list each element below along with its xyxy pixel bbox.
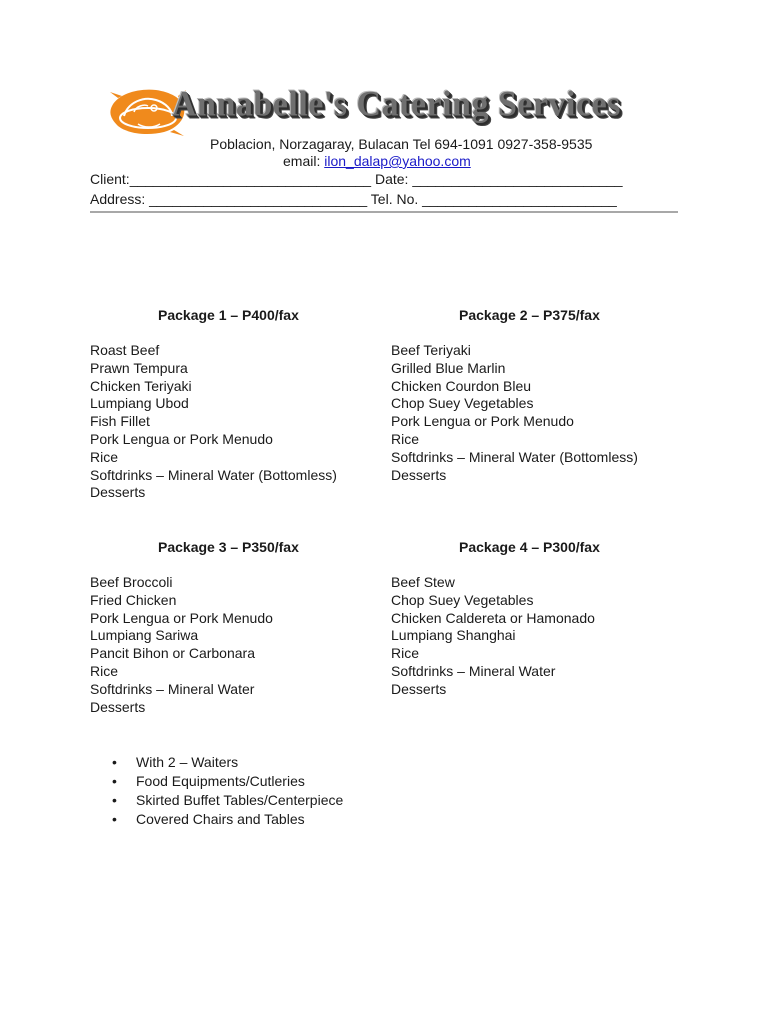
menu-item: Fish Fillet xyxy=(90,413,150,430)
header-divider xyxy=(90,211,678,213)
client-field[interactable]: _______________________________ xyxy=(129,171,372,187)
menu-item: Chop Suey Vegetables xyxy=(391,591,534,608)
package-2-menu xyxy=(391,342,638,484)
inclusions-list xyxy=(112,753,343,829)
menu-item: Lumpiang Ubod xyxy=(90,395,189,412)
address-tel-line xyxy=(90,191,617,207)
bullet-icon: • xyxy=(112,773,117,789)
bullet-icon: • xyxy=(112,754,117,770)
menu-item: Pork Lengua or Pork Menudo xyxy=(90,609,273,626)
email-label: email: xyxy=(283,153,325,169)
menu-item: Chicken Caldereta or Hamonado xyxy=(391,609,595,626)
bullet-icon: • xyxy=(112,792,117,808)
tel-field[interactable]: _________________________ xyxy=(422,191,617,207)
menu-item: Fried Chicken xyxy=(90,591,177,608)
menu-item: Desserts xyxy=(90,484,146,501)
client-label: Client: xyxy=(90,171,130,187)
package-4-menu xyxy=(391,574,595,699)
inclusion-text: With 2 – Waiters xyxy=(136,754,239,770)
address-phone: Poblacion, Norzagaray, Bulacan Tel 694-1091 0927-358-9535 xyxy=(210,136,593,152)
menu-item: Rice xyxy=(90,448,119,465)
menu-item: Rice xyxy=(391,645,420,662)
package-1-title: Package 1 – P400/fax xyxy=(158,307,299,323)
package-3-title: Package 3 – P350/fax xyxy=(158,539,299,555)
menu-item: Rice xyxy=(90,662,119,679)
menu-item: Lumpiang Sariwa xyxy=(90,627,199,644)
menu-item: Chop Suey Vegetables xyxy=(391,395,534,412)
menu-item: Grilled Blue Marlin xyxy=(391,359,506,376)
package-4-title: Package 4 – P300/fax xyxy=(459,539,600,555)
tel-label: Tel. No. xyxy=(367,191,423,207)
package-2-title: Package 2 – P375/fax xyxy=(459,307,600,323)
bullet-icon: • xyxy=(112,811,117,827)
menu-item: Chicken Courdon Bleu xyxy=(391,377,532,394)
inclusion-text: Food Equipments/Cutleries xyxy=(136,773,305,789)
list-item xyxy=(112,753,343,772)
menu-item: Desserts xyxy=(391,466,447,483)
menu-item: Beef Teriyaki xyxy=(391,342,471,358)
menu-item: Pancit Bihon or Carbonara xyxy=(90,645,255,662)
menu-item: Beef Stew xyxy=(391,574,455,590)
address-field[interactable]: ____________________________ xyxy=(149,191,368,207)
menu-item: Pork Lengua or Pork Menudo xyxy=(391,413,574,430)
menu-item: Softdrinks – Mineral Water xyxy=(391,662,556,679)
menu-item: Softdrinks – Mineral Water xyxy=(90,680,255,697)
email-link[interactable]: ilon_dalap@yahoo.com xyxy=(324,153,471,169)
list-item xyxy=(112,791,343,810)
package-1-menu xyxy=(90,342,337,502)
list-item xyxy=(112,810,343,829)
email-line xyxy=(283,153,471,169)
client-date-line xyxy=(90,171,623,187)
menu-item: Chicken Teriyaki xyxy=(90,377,192,394)
package-3-menu xyxy=(90,574,273,716)
list-item xyxy=(112,772,343,791)
menu-item: Lumpiang Shanghai xyxy=(391,627,516,644)
inclusion-text: Covered Chairs and Tables xyxy=(136,811,305,827)
address-label: Address: xyxy=(90,191,150,207)
menu-item: Softdrinks – Mineral Water (Bottomless) xyxy=(90,466,337,483)
menu-item: Prawn Tempura xyxy=(90,359,188,376)
menu-item: Desserts xyxy=(391,680,447,697)
date-field[interactable]: ___________________________ xyxy=(412,171,623,187)
menu-item: Beef Broccoli xyxy=(90,574,173,590)
company-name: Annabelle's Catering Services xyxy=(172,85,621,124)
date-label: Date: xyxy=(371,171,413,187)
inclusion-text: Skirted Buffet Tables/Centerpiece xyxy=(136,792,344,808)
menu-item: Pork Lengua or Pork Menudo xyxy=(90,430,273,447)
menu-item: Roast Beef xyxy=(90,342,160,358)
menu-item: Softdrinks – Mineral Water (Bottomless) xyxy=(391,448,638,465)
menu-item: Rice xyxy=(391,430,420,447)
menu-item: Desserts xyxy=(90,698,146,715)
